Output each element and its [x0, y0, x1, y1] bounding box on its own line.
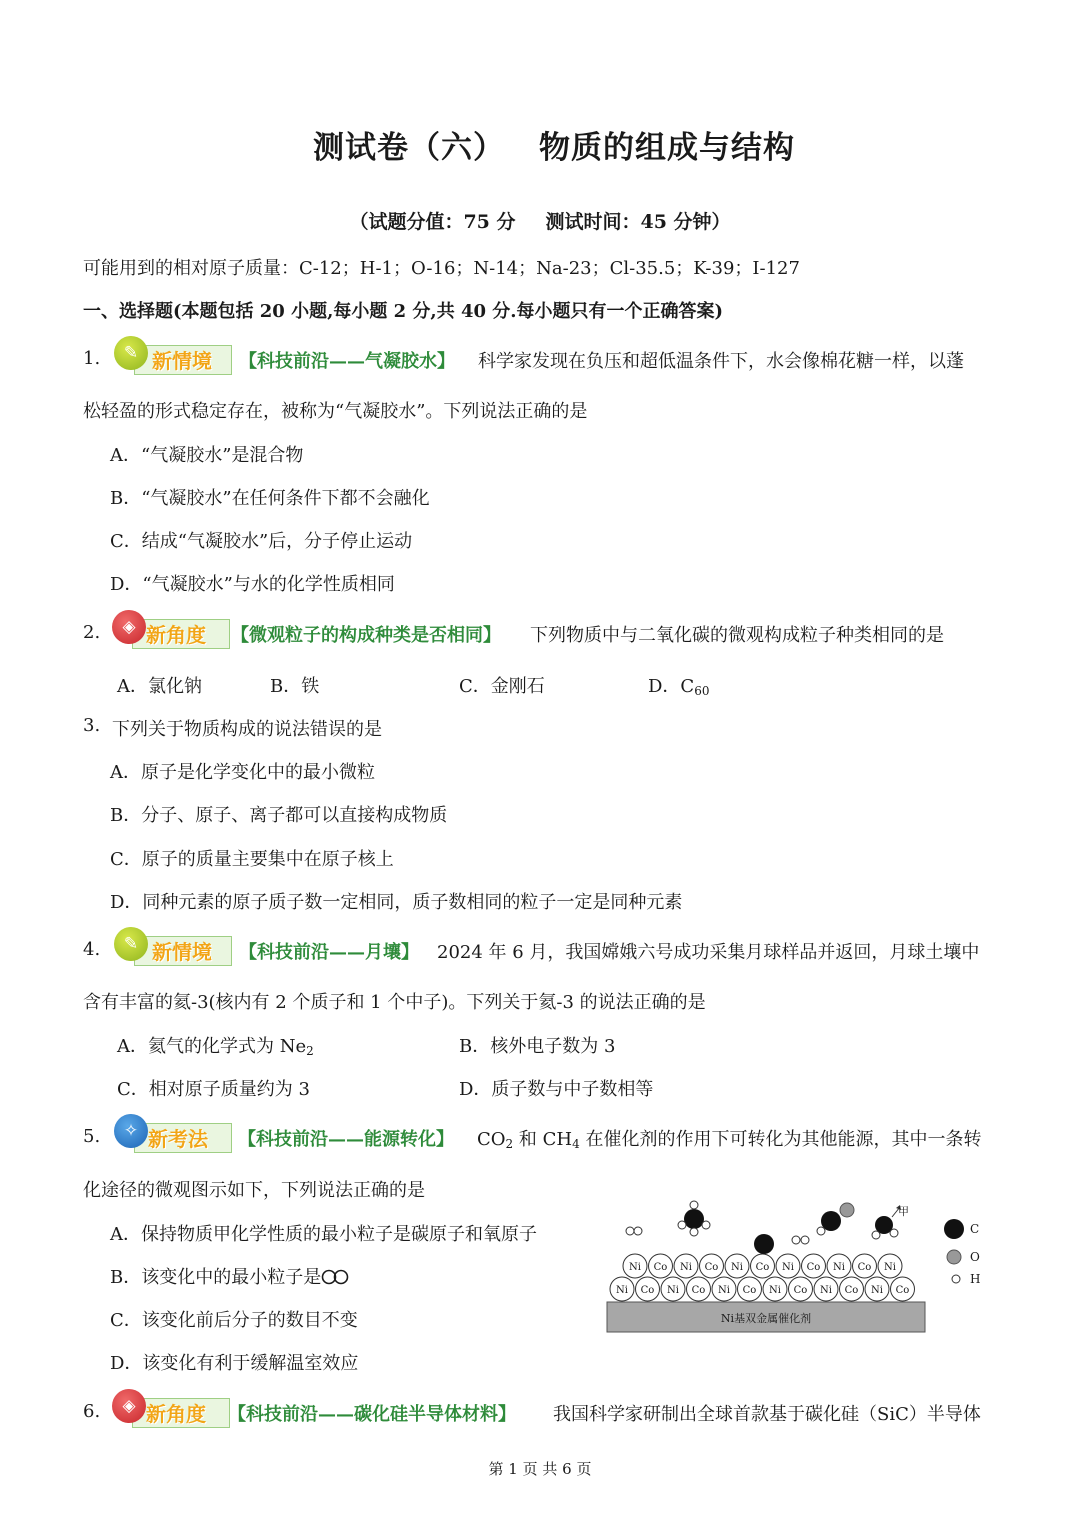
surface-atom-label: Co — [844, 1285, 859, 1296]
surface-atom-label: Ni — [833, 1262, 845, 1273]
lightbulb-icon: ✎ — [123, 343, 139, 363]
q4-option-a-text: A．氦气的化学式为 Ne — [117, 1036, 307, 1057]
product-label: 甲 — [898, 1205, 909, 1218]
q3-text-line-1: 下列关于物质构成的说法错误的是 — [112, 719, 382, 740]
badge-new-angle — [112, 1389, 232, 1429]
hydrogen-pair — [792, 1236, 809, 1244]
q4-option-a-sub: 2 — [306, 1044, 314, 1058]
q1-option-d: D．“气凝胶水”与水的化学性质相同 — [110, 574, 395, 595]
q1-option-a: A．“气凝胶水”是混合物 — [110, 445, 304, 466]
q4-option-b: B．核外电子数为 3 — [459, 1036, 616, 1057]
legend — [944, 1219, 980, 1286]
surface-atom-label: Ni — [616, 1285, 628, 1296]
surface-atom-label: Ni — [884, 1262, 896, 1273]
legend-carbon-icon — [944, 1219, 964, 1239]
surface-atom-label: Co — [640, 1285, 655, 1296]
q2-option-d-sub: 60 — [694, 684, 710, 698]
q6-tag: 【科技前沿——碳化硅半导体材料】 — [228, 1404, 516, 1425]
q4-option-c: C．相对原子质量约为 3 — [117, 1079, 310, 1100]
legend-h: H — [970, 1272, 981, 1286]
angle-icon: ◈ — [122, 617, 136, 637]
q5-ch4: 和 CH — [513, 1129, 573, 1150]
time-info: 测试时间：45 分钟） — [545, 211, 731, 233]
badge-label: 新角度 — [146, 1402, 206, 1426]
q2-option-d — [648, 672, 710, 698]
title-part-2: 物质的组成与结构 — [539, 130, 795, 166]
q2-option-d-text: D．C — [648, 676, 695, 697]
badge-label: 新情境 — [152, 940, 212, 964]
surface-atom-label: Ni — [769, 1285, 781, 1296]
q4-option-d: D．质子数与中子数相等 — [459, 1079, 654, 1100]
q5-option-a: A．保持物质甲化学性质的最小粒子是碳原子和氧原子 — [110, 1224, 537, 1245]
surface-atom-label: Ni — [820, 1285, 832, 1296]
q5-ch4-sub: 4 — [572, 1137, 580, 1151]
q3-option-a: A．原子是化学变化中的最小微粒 — [110, 762, 375, 783]
q6-number: 6. — [83, 1401, 101, 1422]
q5-micro-diagram — [600, 1195, 1000, 1345]
q5-tag: 【科技前沿——能源转化】 — [238, 1129, 454, 1150]
q5-co2: CO — [477, 1129, 506, 1150]
surface-atom-label: Co — [742, 1285, 757, 1296]
q3-option-d: D．同种元素的原子质子数一定相同，质子数相同的粒子一定是同种元素 — [110, 892, 683, 913]
q5-co2-sub: 2 — [505, 1137, 514, 1151]
badge-new-method — [114, 1114, 234, 1154]
q1-text-line-2: 松轻盈的形式稳定存在，被称为“气凝胶水”。下列说法正确的是 — [83, 401, 588, 422]
atomic-masses: 可能用到的相对原子质量：C-12；H-1；O-16；N-14；Na-23；Cl-35.5；K-39；I-127 — [83, 258, 800, 279]
surface-atom-label: Ni — [782, 1262, 794, 1273]
method-icon: ✧ — [123, 1121, 139, 1141]
q5-text-line-1 — [477, 1125, 981, 1151]
page-title — [0, 122, 1080, 167]
title-part-1: 测试卷（六） — [313, 130, 505, 166]
q3-option-b: B．分子、原子、离子都可以直接构成物质 — [110, 805, 448, 826]
q5-text-rest: 在催化剂的作用下可转化为其他能源，其中一条转 — [579, 1129, 982, 1150]
q3-option-c: C．原子的质量主要集中在原子核上 — [110, 849, 394, 870]
badge-label: 新角度 — [146, 623, 206, 647]
q4-text-line-2: 含有丰富的氦-3(核内有 2 个质子和 1 个中子)。下列关于氦-3 的说法正确的是 — [83, 992, 706, 1013]
badge-label: 新考法 — [148, 1127, 208, 1151]
surface-atom-label: Ni — [871, 1285, 883, 1296]
q5-number: 5. — [83, 1126, 101, 1147]
co2-molecule-left — [626, 1227, 642, 1235]
score-info: （试题分值：75 分 — [349, 211, 516, 233]
q2-option-b: B．铁 — [270, 676, 320, 697]
q2-option-a: A．氯化钠 — [117, 676, 202, 697]
catalyst-diagram — [600, 1195, 1000, 1345]
surface-atom-label: Co — [857, 1262, 872, 1273]
angle-icon: ◈ — [122, 1396, 136, 1416]
surface-atom-label: Co — [704, 1262, 719, 1273]
product-molecule-jia — [872, 1205, 901, 1239]
q5-option-b — [110, 1263, 351, 1289]
q2-number: 2. — [83, 622, 101, 643]
surface-atom-label: Co — [793, 1285, 808, 1296]
q5-option-b-text: B．该变化中的最小粒子是 — [110, 1267, 322, 1288]
atom-row-top — [623, 1254, 902, 1278]
q2-text-line-1: 下列物质中与二氧化碳的微观构成粒子种类相同的是 — [530, 625, 944, 646]
q4-tag: 【科技前沿——月壤】 — [239, 942, 419, 963]
q2-option-c: C．金刚石 — [459, 676, 545, 697]
co-molecule — [817, 1203, 854, 1235]
q4-number: 4. — [83, 939, 101, 960]
q1-number: 1. — [83, 348, 101, 369]
section-heading: 一、选择题(本题包括 20 小题,每小题 2 分,共 40 分.每小题只有一个正确答案) — [83, 301, 724, 322]
q5-option-c: C．该变化前后分子的数目不变 — [110, 1310, 358, 1331]
q3-number: 3. — [83, 715, 101, 736]
q6-text-line-1: 我国科学家研制出全球首款基于碳化硅（SiC）半导体 — [553, 1404, 981, 1425]
q2-tag: 【微观粒子的构成种类是否相同】 — [231, 625, 501, 646]
surface-atom-label: Ni — [667, 1285, 679, 1296]
q4-text-line-1: 2024 年 6 月，我国嫦娥六号成功采集月球样品并返回，月球土壤中 — [437, 942, 980, 963]
q5-option-d: D．该变化有利于缓解温室效应 — [110, 1353, 359, 1374]
badge-new-angle — [112, 610, 232, 650]
legend-o: O — [970, 1250, 980, 1264]
methane-molecule — [678, 1201, 710, 1236]
legend-oxygen-icon — [947, 1250, 961, 1264]
badge-label: 新情境 — [152, 349, 212, 373]
surface-atom-label: Co — [806, 1262, 821, 1273]
catalyst-label: Ni基双金属催化剂 — [720, 1312, 812, 1325]
lightbulb-icon: ✎ — [123, 934, 139, 954]
legend-c: C — [970, 1222, 980, 1236]
page-footer: 第 1 页 共 6 页 — [488, 1460, 592, 1478]
q5-text-line-2: 化途径的微观图示如下，下列说法正确的是 — [83, 1180, 425, 1201]
q1-tag: 【科技前沿——气凝胶水】 — [239, 351, 455, 372]
surface-atom-label: Ni — [731, 1262, 743, 1273]
atom-row-bottom — [610, 1277, 915, 1301]
oxygen-pair-icon — [321, 1269, 351, 1285]
q4-option-a — [117, 1032, 314, 1058]
exam-info — [0, 207, 1080, 234]
surface-atom-label: Ni — [680, 1262, 692, 1273]
badge-new-scene — [114, 336, 234, 376]
surface-atom-label: Co — [653, 1262, 668, 1273]
q1-option-c: C．结成“气凝胶水”后，分子停止运动 — [110, 531, 413, 552]
q1-option-b: B．“气凝胶水”在任何条件下都不会融化 — [110, 488, 430, 509]
surface-atom-label: Co — [755, 1262, 770, 1273]
surface-atom-label: Co — [895, 1285, 910, 1296]
badge-new-scene — [114, 927, 234, 967]
carbon-atom-adsorbed — [754, 1234, 774, 1254]
q1-text-line-1: 科学家发现在负压和超低温条件下，水会像棉花糖一样，以蓬 — [478, 351, 964, 372]
surface-atom-label: Ni — [629, 1262, 641, 1273]
legend-hydrogen-icon — [952, 1275, 960, 1283]
surface-atom-label: Co — [691, 1285, 706, 1296]
surface-atom-label: Ni — [718, 1285, 730, 1296]
